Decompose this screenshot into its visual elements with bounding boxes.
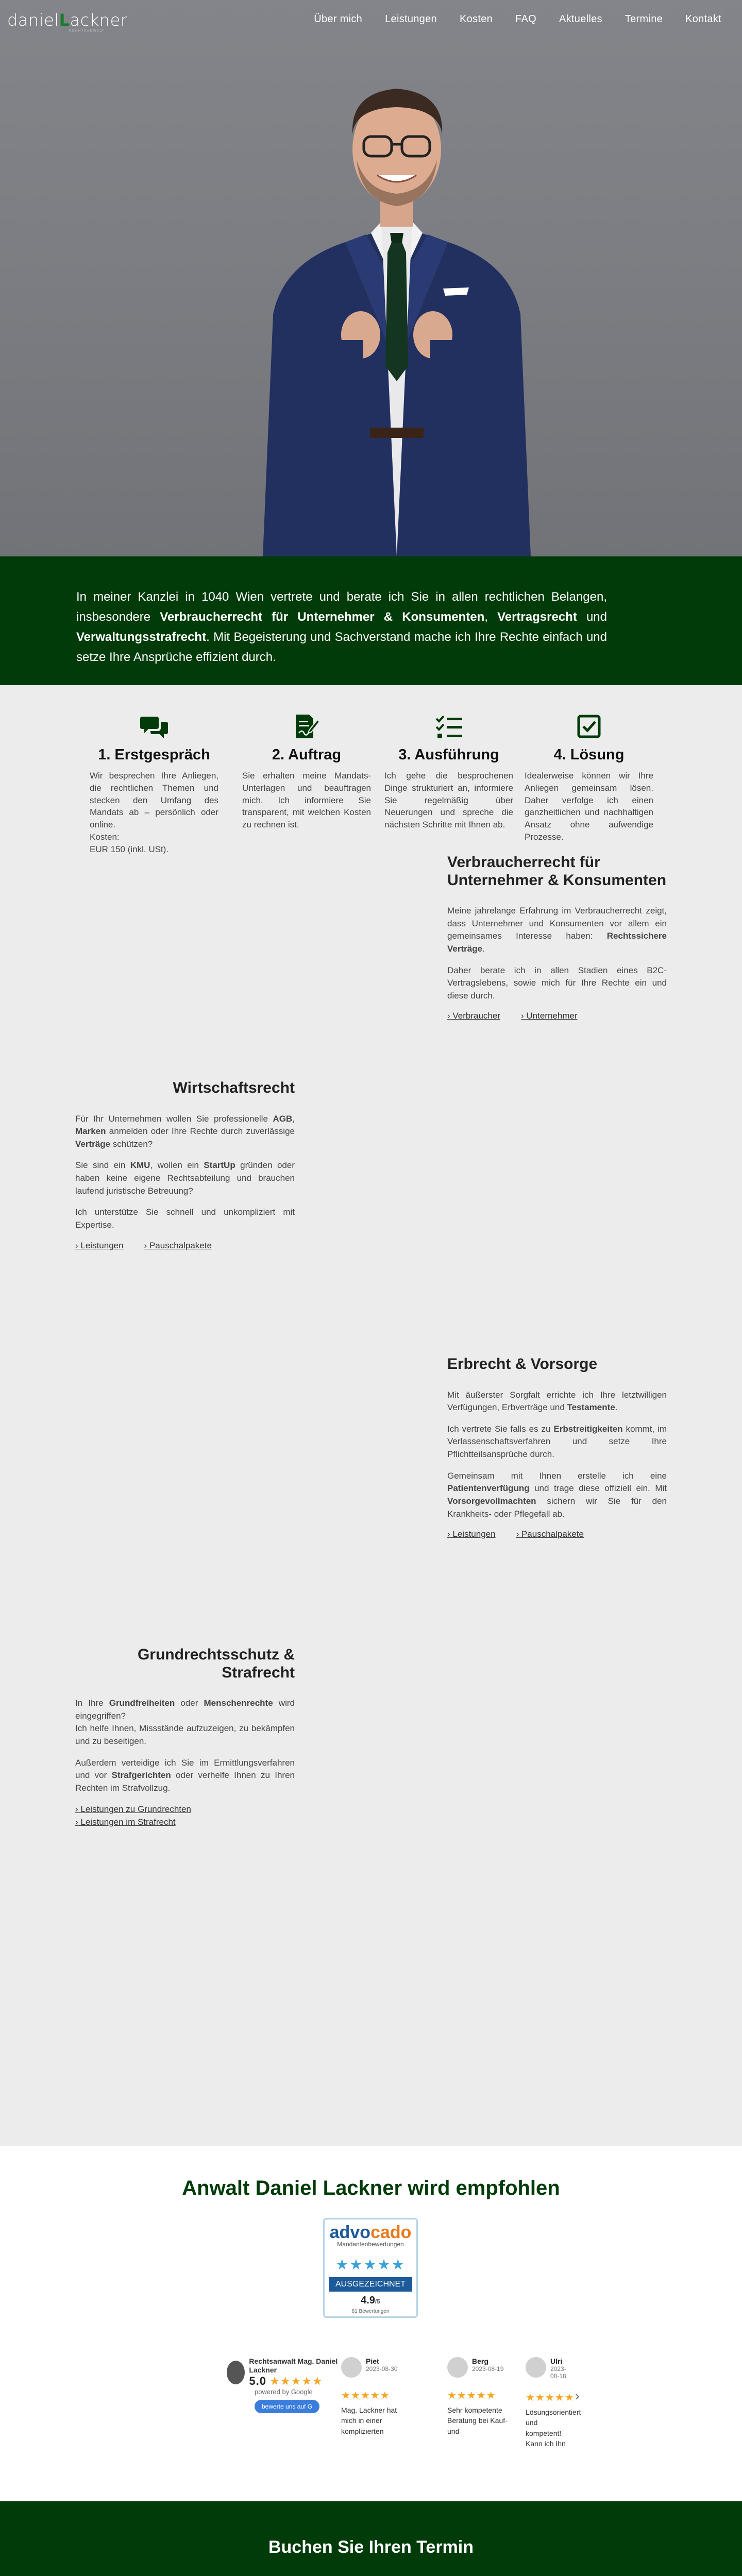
area-text-part: Ich vertrete Sie falls es zu xyxy=(447,1423,554,1434)
logo-text-last: ackner xyxy=(70,10,128,30)
step-title: 4. Lösung xyxy=(553,747,625,763)
area-text-part: Gemeinsam mit Ihnen erstelle ich eine xyxy=(447,1470,667,1481)
avatar xyxy=(526,2357,546,2378)
badge-stars: ★★★★★ xyxy=(335,2257,406,2273)
area-text-part: Für Ihr Unternehmen wollen Sie professionelle xyxy=(75,1113,273,1124)
logo-subtitle: RECHTSANWALT xyxy=(69,29,105,33)
badge-subtitle: Mandantenbewertungen xyxy=(337,2241,404,2248)
review-date: 2023-08-19 xyxy=(472,2365,504,2372)
area-links xyxy=(75,1241,295,1251)
step-text xyxy=(90,770,218,856)
intro-text-part: . Mit Begeisterung und Sachverstand mache ich Ihre Rechte einfach und setze Ihre Ansprüche effizient durch. xyxy=(76,630,607,664)
recommend-title: Anwalt Daniel Lackner wird empfohlen xyxy=(182,2177,560,2199)
area-text-part: gründen oder haben keine eigene Rechtsabteilung und brauchen laufend juristische Betreuung? xyxy=(75,1160,295,1196)
area-text xyxy=(447,905,667,956)
chat-icon xyxy=(90,714,218,739)
step-erstgespraech xyxy=(90,714,218,856)
area-text-part: anmelden oder Ihre Rechte durch zuverlässige xyxy=(106,1126,295,1137)
carousel-next-icon[interactable]: › xyxy=(575,2388,580,2403)
area-text xyxy=(447,1423,667,1461)
review-stars: ★★★★★ xyxy=(526,2392,575,2403)
link-leistungen-strafrecht[interactable]: › Leistungen im Strafrecht xyxy=(75,1817,176,1827)
badge-score-max: /5 xyxy=(375,2298,380,2305)
intro-text xyxy=(76,587,607,668)
google-summary-info xyxy=(249,2357,340,2388)
avatar xyxy=(447,2357,468,2378)
area-text-part: kommt, im Verlassenschaftsverfahren und setze Ihre Pflichtteilsansprüche durch. xyxy=(447,1423,667,1460)
step-title: 2. Auftrag xyxy=(272,747,342,763)
review-date: 2023-08-30 xyxy=(366,2365,398,2372)
area-text-bold: Verträge xyxy=(75,1139,111,1149)
advocado-logo xyxy=(325,2223,416,2243)
nav-termine[interactable]: Termine xyxy=(625,13,663,25)
area-text-part: sichern wir Sie für den Krankheits- oder Pflegefall ab. xyxy=(447,1496,667,1519)
main-nav xyxy=(314,13,721,25)
area-text: Daher berate ich in allen Stadien eines B2C-Vertragslebens, sowie mich für Ihre Rechte ein und diese durch. xyxy=(447,965,667,1001)
review-card[interactable] xyxy=(341,2357,408,2436)
recommendation-section xyxy=(0,2146,742,2501)
avatar xyxy=(227,2361,245,2384)
google-summary xyxy=(227,2357,340,2413)
area-text-bold: Rechtssichere Verträge xyxy=(447,931,667,954)
link-leistungen[interactable]: › Leistungen xyxy=(447,1529,496,1539)
contract-icon xyxy=(242,714,371,739)
review-meta xyxy=(366,2357,397,2372)
area-text-bold: Grundfreiheiten xyxy=(109,1698,175,1708)
link-verbraucher[interactable]: › Verbraucher xyxy=(447,1011,500,1021)
area-erbrecht xyxy=(447,1355,667,1539)
link-pauschalpakete[interactable]: › Pauschalpakete xyxy=(144,1240,212,1250)
review-card[interactable] xyxy=(526,2357,581,2449)
area-text-part: wird eingegriffen? xyxy=(75,1698,295,1721)
area-text-bold: Strafgerichten xyxy=(111,1770,171,1781)
review-card[interactable] xyxy=(447,2357,514,2436)
area-grundrechtsschutz xyxy=(75,1646,295,1829)
area-text-part: Sie sind ein xyxy=(75,1160,130,1171)
area-text xyxy=(75,1159,295,1197)
link-leistungen[interactable]: › Leistungen xyxy=(75,1240,124,1250)
area-verbraucherrecht xyxy=(447,854,667,1021)
area-links xyxy=(447,1011,667,1021)
hero-section xyxy=(0,0,742,556)
practice-areas xyxy=(0,854,742,2146)
area-text-part: Ich helfe Ihnen, Missstände aufzuzeigen, zu bekämpfen und zu beseitigen. xyxy=(75,1723,295,1746)
area-text: Ich unterstütze Sie schnell und unkompliziert mit Expertise. xyxy=(75,1207,295,1230)
review-date: 2023-08-18 xyxy=(550,2365,566,2380)
review-text: Sehr kompetente Beratung bei Kauf- und xyxy=(447,2406,508,2435)
area-links xyxy=(75,1803,295,1828)
google-stars: ★★★★★ xyxy=(269,2374,323,2387)
step-cost-label: Kosten: xyxy=(90,832,120,842)
intro-highlight-verbraucherrecht: Verbraucherrecht für Unternehmer & Konsumenten xyxy=(160,609,485,624)
step-text: Ich gehe die besprochenen Dinge strukturiert an, informiere Sie regelmäßig über Neuerungen und spreche die nächsten Schritte mit Ihnen ab. xyxy=(384,771,513,830)
area-text-part: In Ihre xyxy=(75,1698,109,1708)
area-text-part: . xyxy=(615,1402,618,1413)
area-text-bold: Patientenverfügung xyxy=(447,1483,530,1494)
reviewer-name: Berg xyxy=(472,2357,488,2365)
badge-score-value: 4.9 xyxy=(361,2295,375,2306)
area-text-part: oder verhelfe Ihnen zu Ihren Rechten im Strafvollzug. xyxy=(75,1770,295,1793)
nav-faq[interactable]: FAQ xyxy=(515,13,536,25)
area-text-part: Außerdem verteidige ich Sie im Ermittlungsverfahren und vor xyxy=(75,1757,295,1781)
step-ausfuehrung xyxy=(384,714,513,831)
area-title: Erbrecht & Vorsorge xyxy=(447,1355,598,1372)
area-text-part: Mit äußerster Sorgfalt errichte ich Ihre letztwilligen Verfügungen, Erbverträge und xyxy=(447,1389,667,1413)
advocado-badge[interactable] xyxy=(323,2218,418,2318)
nav-leistungen[interactable]: Leistungen xyxy=(385,13,437,25)
step-cost-value: EUR 150 (inkl. USt). xyxy=(90,844,169,854)
area-text-bold: AGB xyxy=(273,1113,293,1124)
review-stars: ★★★★★ xyxy=(341,2390,390,2401)
logo[interactable] xyxy=(7,10,128,33)
area-text xyxy=(75,1757,295,1795)
area-text-bold: Testamente xyxy=(567,1402,615,1413)
area-text-bold: Marken xyxy=(75,1126,106,1137)
review-header xyxy=(341,2357,408,2378)
step-loesung xyxy=(525,714,653,843)
area-title: Grundrechtsschutz & Strafrecht xyxy=(137,1646,295,1681)
review-stars: ★★★★★ xyxy=(447,2390,496,2401)
portrait-photo xyxy=(242,46,551,556)
review-text: Lösungsorientiert und kompetent! Kann ich Ihn xyxy=(526,2408,581,2448)
area-text xyxy=(75,1697,295,1748)
intro-highlight-vertragsrecht: Vertragsrecht xyxy=(497,609,577,624)
google-score-value: 5.0 xyxy=(249,2374,266,2387)
booking-title: Buchen Sie Ihren Termin xyxy=(268,2537,474,2557)
intro-highlight-verwaltungsstrafrecht: Verwaltungsstrafrecht xyxy=(76,630,207,644)
google-powered: powered by Google xyxy=(255,2387,313,2396)
area-title: Wirtschaftsrecht xyxy=(173,1079,295,1096)
area-text-part: und trage diese offiziell ein. Mit xyxy=(529,1483,667,1494)
logo-mark: L xyxy=(59,10,70,30)
google-score xyxy=(249,2375,340,2388)
area-text-part: oder xyxy=(175,1698,204,1708)
area-text-part: Meine jahrelange Erfahrung im Verbraucherrecht zeigt, dass Unternehmer und Konsumenten vor allem ein gemeinsames Interesse haben: xyxy=(447,906,667,941)
area-wirtschaftsrecht xyxy=(75,1079,295,1251)
area-text-bold: Vorsorgevollmachten xyxy=(447,1496,536,1506)
area-text-part: , wollen ein xyxy=(150,1160,204,1171)
link-pauschalpakete[interactable]: › Pauschalpakete xyxy=(516,1529,584,1539)
checkbox-icon xyxy=(525,714,653,739)
area-text-bold: StartUp xyxy=(204,1160,235,1171)
review-meta xyxy=(472,2357,503,2372)
review-header xyxy=(447,2357,514,2378)
advocado-logo-accent: cado xyxy=(370,2223,412,2242)
step-title: 3. Ausführung xyxy=(398,747,499,763)
nav-aktuelles[interactable]: Aktuelles xyxy=(559,13,602,25)
nav-kosten[interactable]: Kosten xyxy=(459,13,493,25)
intro-text-part: In meiner Kanzlei in 1040 Wien vertrete und berate ich Sie in allen rechtlichen Belangen, insbesondere xyxy=(76,590,607,624)
area-text-bold: Erbstreitigkeiten xyxy=(553,1423,623,1434)
badge-count: 81 Bewertungen xyxy=(351,2309,390,2314)
link-unternehmer[interactable]: › Unternehmer xyxy=(521,1011,578,1021)
logo-text-first: daniel xyxy=(7,10,59,30)
reviewer-name: Ulri xyxy=(550,2357,563,2365)
area-links xyxy=(447,1529,667,1539)
reviewer-name: Piet xyxy=(366,2357,379,2365)
review-text: Mag. Lackner hat mich in einer komplizierten xyxy=(341,2406,397,2435)
area-text-bold: Menschenrechte xyxy=(204,1698,273,1708)
booking-section xyxy=(0,2501,742,2576)
intro-section xyxy=(0,556,742,685)
step-description: Wir besprechen Ihre Anliegen, die rechtlichen Themen und stecken den Umfang des Mandats ab – persönlich oder online. xyxy=(90,771,218,830)
review-us-button[interactable]: bewerte uns auf G xyxy=(255,2400,319,2413)
google-business-name: Rechtsanwalt Mag. Daniel Lackner xyxy=(249,2357,338,2374)
step-title: 1. Erstgespräch xyxy=(98,747,210,763)
google-summary-header xyxy=(227,2357,340,2388)
intro-text-part: und xyxy=(577,609,607,624)
review-meta xyxy=(550,2357,572,2380)
area-text xyxy=(447,1470,667,1521)
step-text: Sie erhalten meine Mandats-Unterlagen und beauftragen mich. Ich informiere Sie transparent, mit welchen Kosten zu rechnen ist. xyxy=(242,771,371,830)
area-text xyxy=(75,1113,295,1151)
badge-score xyxy=(325,2295,416,2307)
review-header xyxy=(526,2357,572,2380)
step-text: Idealerweise können wir Ihre Anliegen gemeinsam lösen. Daher verfolge ich einen ganzheitlichen und nachhaltigen Ansatz ohne aufwendige Prozesse. xyxy=(525,771,653,842)
area-text xyxy=(447,1389,667,1414)
nav-ueber-mich[interactable]: Über mich xyxy=(314,13,363,25)
badge-award: AUSGEZEICHNET xyxy=(329,2277,412,2292)
area-text-part: , xyxy=(292,1113,295,1124)
area-title: Verbraucherrecht für Unternehmer & Konsumenten xyxy=(447,854,667,889)
intro-text-part: , xyxy=(484,609,498,624)
area-text-part: schützen? xyxy=(110,1139,153,1149)
link-leistungen-grundrechte[interactable]: › Leistungen zu Grundrechten xyxy=(75,1804,191,1815)
avatar xyxy=(341,2357,362,2378)
area-text-bold: KMU xyxy=(130,1160,150,1171)
nav-kontakt[interactable]: Kontakt xyxy=(685,13,721,25)
advocado-logo-part: advo xyxy=(329,2223,370,2242)
checklist-icon xyxy=(384,714,513,739)
step-auftrag xyxy=(242,714,371,831)
area-text-part: . xyxy=(482,943,485,954)
